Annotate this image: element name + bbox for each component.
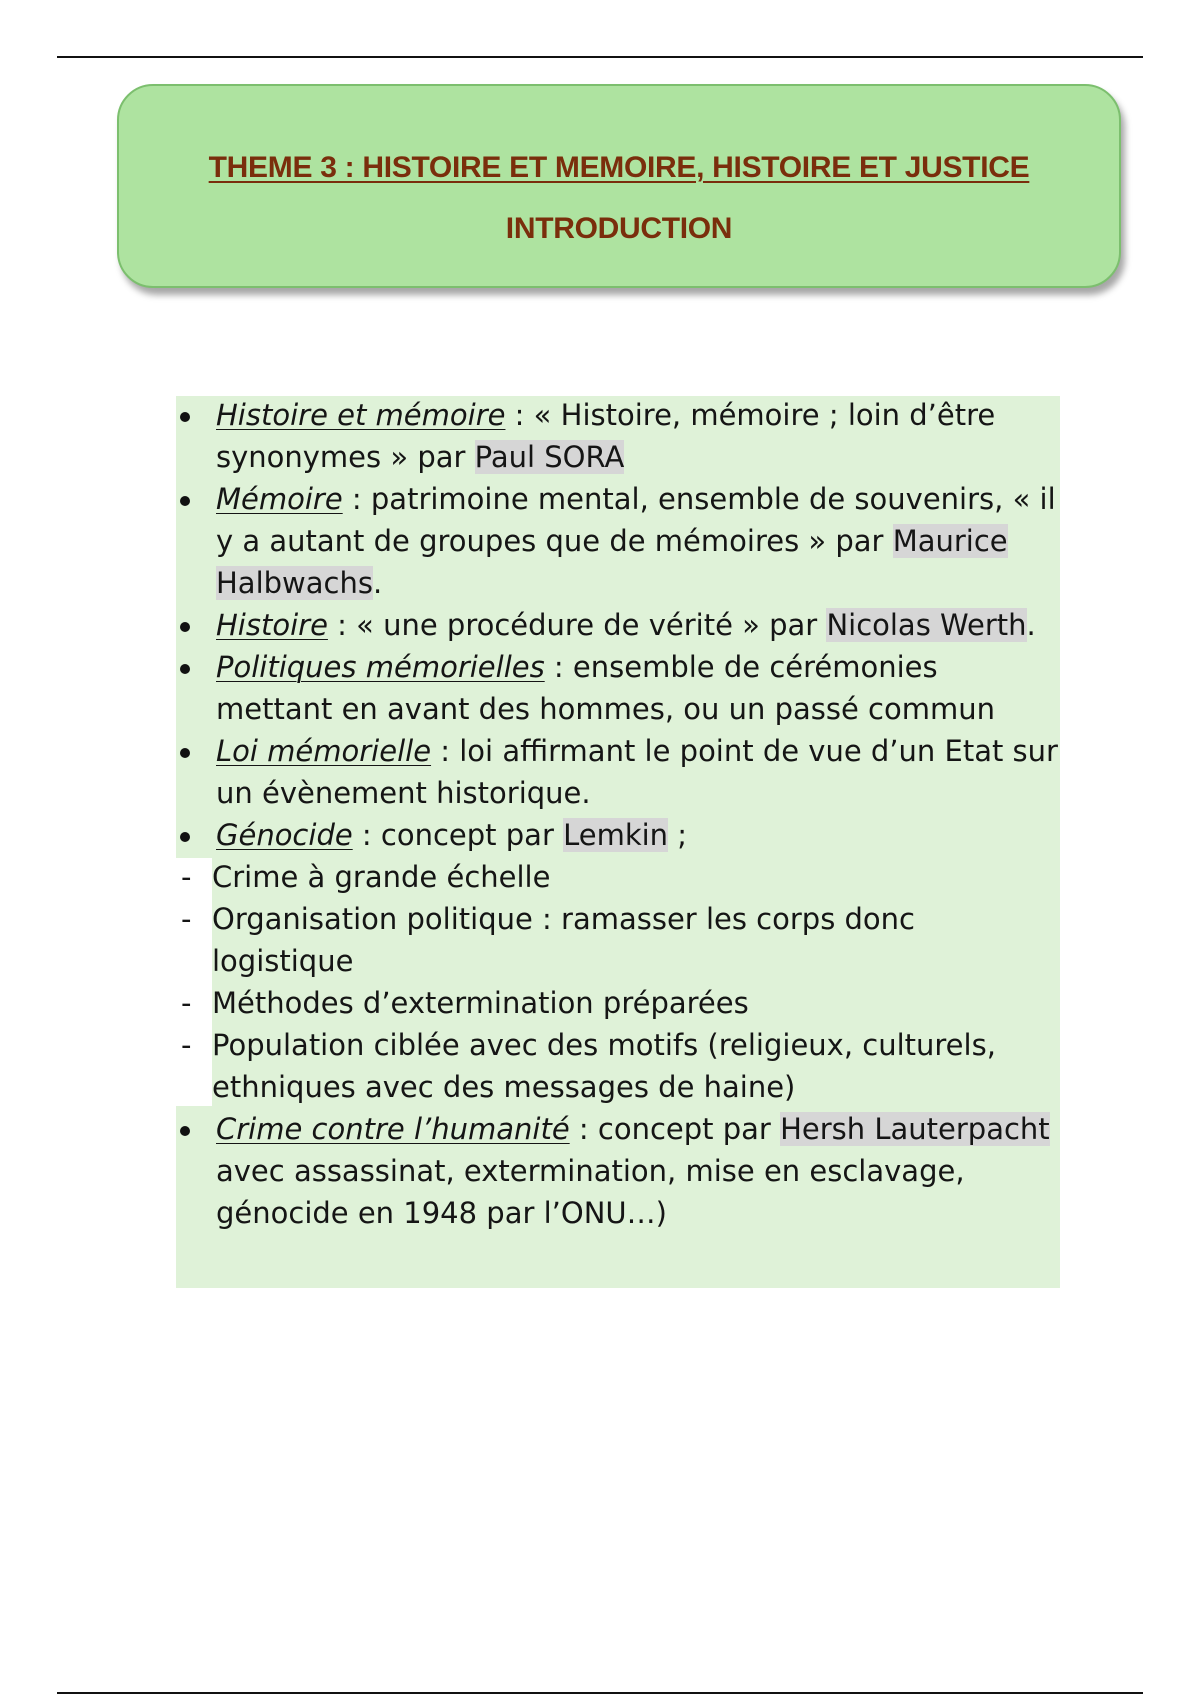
dash-marker: - (181, 986, 192, 1020)
definitions-list (176, 394, 1060, 1234)
list-item (176, 898, 1060, 982)
definition-term: Histoire (216, 608, 328, 642)
bullet-dot (180, 496, 190, 506)
definition-text-end: avec assassinat, extermination, mise en esclavage, génocide en 1948 par l’ONU…) (216, 1154, 965, 1230)
list-item (176, 982, 1060, 1024)
dash-marker: - (181, 1028, 192, 1062)
definition-loi-memorielle (176, 730, 1060, 814)
bullet-dot (180, 412, 190, 422)
definition-text-end: ; (668, 818, 688, 852)
definition-genocide (176, 814, 1060, 856)
title-box (117, 84, 1121, 288)
dash-marker: - (181, 860, 192, 894)
definition-text: : patrimoine mental, ensemble de souvenirs, « il y a autant de groupes que de mémoires » par (216, 482, 1056, 558)
definition-text: : « une procédure de vérité » par (327, 608, 827, 642)
definition-term: Politiques mémorielles (216, 650, 545, 684)
definition-term: Génocide (216, 818, 353, 852)
definition-histoire-et-memoire (176, 394, 1060, 478)
definition-histoire (176, 604, 1060, 646)
definition-term: Mémoire (216, 482, 343, 516)
definition-crime-contre-humanite (176, 1108, 1060, 1234)
definition-text: : ensemble de cérémonies mettant en avant des hommes, ou un passé commun (216, 650, 995, 726)
definition-text: : concept par (569, 1112, 781, 1146)
bullet-dot (180, 1126, 190, 1136)
definition-memoire (176, 478, 1060, 604)
bottom-rule (57, 1692, 1143, 1694)
list-item (176, 856, 1060, 898)
definition-politiques-memorielles (176, 646, 1060, 730)
criteria-text: Population ciblée avec des motifs (religieux, culturels, ethniques avec des messages de haine) (212, 1028, 996, 1104)
definition-text: : loi affirmant le point de vue d’un Etat sur un évènement historique. (216, 734, 1058, 810)
theme-title: THEME 3 : HISTOIRE ET MEMOIRE, HISTOIRE ET JUSTICE (208, 151, 1030, 184)
dash-marker: - (181, 902, 192, 936)
bullet-dot (180, 832, 190, 842)
section-title: INTRODUCTION (505, 212, 733, 245)
definition-term: Crime contre l’humanité (216, 1112, 570, 1146)
list-item (176, 1024, 1060, 1108)
definition-text: : concept par (352, 818, 564, 852)
criteria-text: Méthodes d’extermination préparées (212, 986, 749, 1020)
top-rule (57, 56, 1143, 58)
bullet-dot (180, 748, 190, 758)
genocide-criteria-list (176, 856, 1060, 1108)
author-name: Paul SORA (474, 440, 625, 474)
definition-text: : « Histoire, mémoire ; loin d’être synonymes » par (216, 398, 996, 474)
definition-term: Loi mémorielle (216, 734, 432, 768)
author-name: Hersh Lauterpacht (780, 1112, 1050, 1146)
bullet-dot (180, 622, 190, 632)
author-name: Lemkin (563, 818, 669, 852)
author-name: Maurice Halbwachs (216, 524, 1008, 600)
criteria-text: Organisation politique : ramasser les corps donc logistique (212, 902, 915, 978)
definition-text-end: . (372, 566, 383, 600)
author-name: Nicolas Werth (826, 608, 1027, 642)
criteria-text: Crime à grande échelle (212, 860, 551, 894)
definition-term: Histoire et mémoire (216, 398, 506, 432)
definition-text-end: . (1026, 608, 1036, 642)
bullet-dot (180, 664, 190, 674)
